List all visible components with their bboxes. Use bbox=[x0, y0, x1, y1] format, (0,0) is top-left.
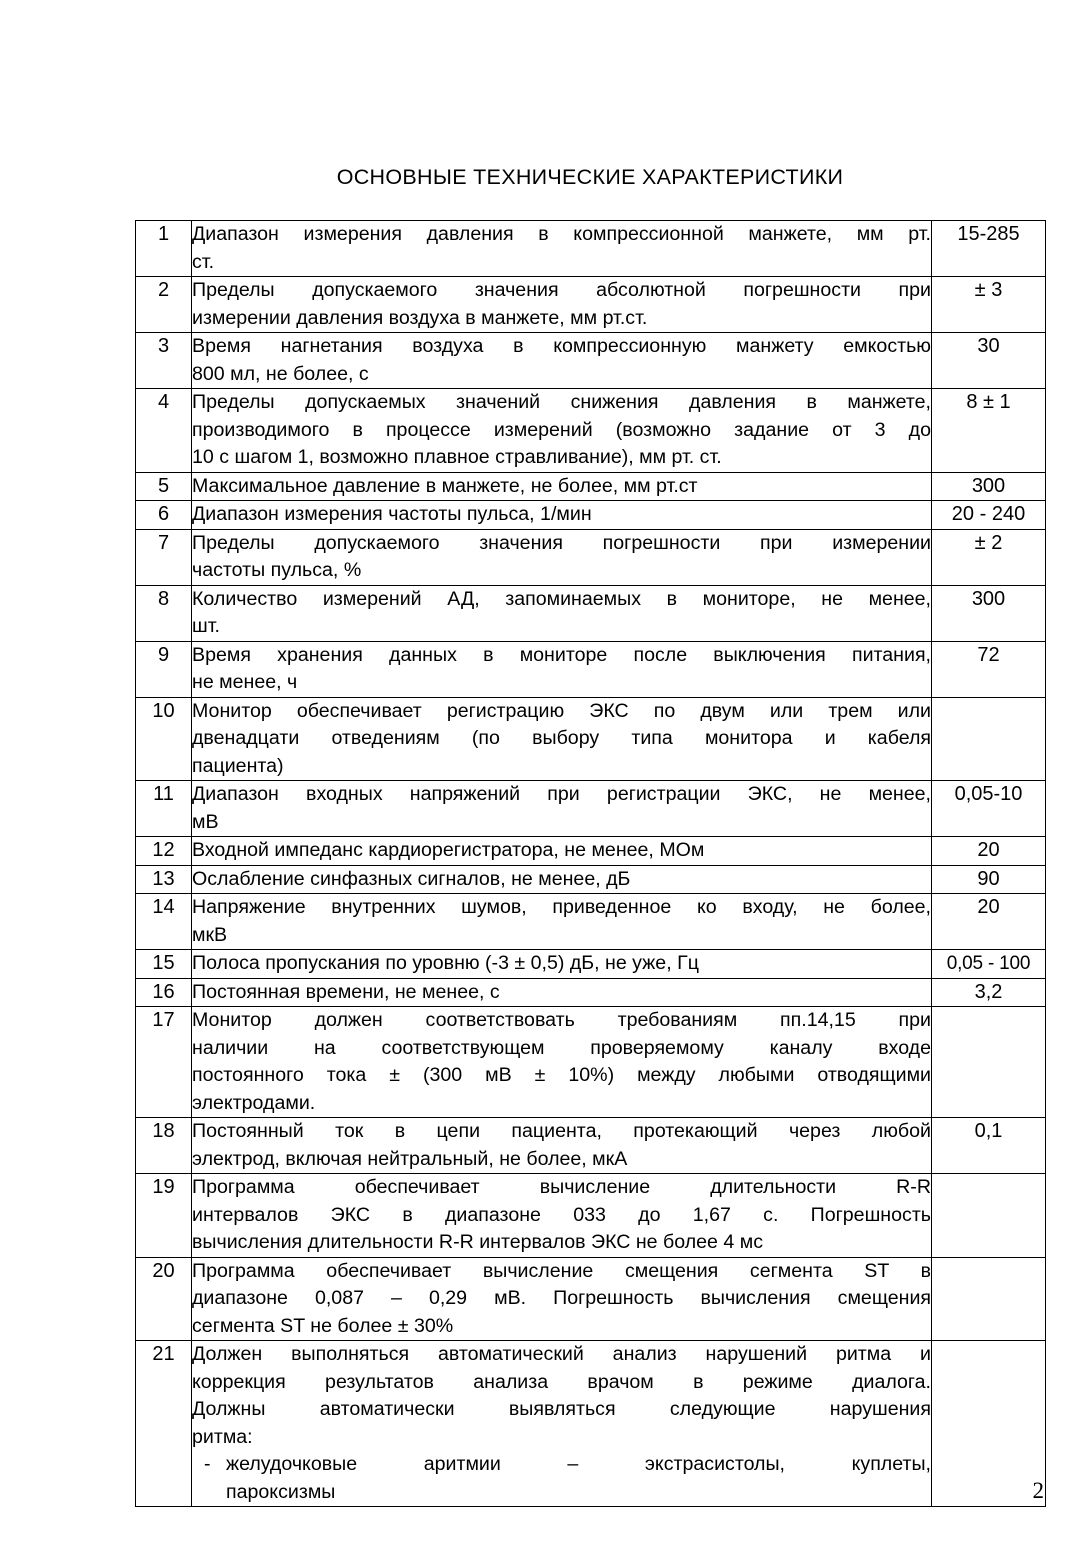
row-description bbox=[192, 221, 932, 277]
row-description bbox=[192, 333, 932, 389]
table-row bbox=[136, 978, 1046, 1007]
description-line: ритма: bbox=[192, 1425, 253, 1448]
row-value: 3,2 bbox=[932, 978, 1046, 1007]
table-row bbox=[136, 1118, 1046, 1174]
row-number: 14 bbox=[136, 894, 192, 950]
bullet-text: пароксизмы bbox=[226, 1480, 336, 1503]
row-value bbox=[932, 1341, 1046, 1507]
technical-specifications-table bbox=[135, 220, 1046, 1507]
description-line: Программа обеспечивает вычисление длительности R-R bbox=[192, 1176, 931, 1198]
row-description bbox=[192, 641, 932, 697]
row-number: 4 bbox=[136, 389, 192, 473]
row-value: 15-285 bbox=[932, 221, 1046, 277]
row-number: 15 bbox=[136, 950, 192, 979]
row-value: 20 bbox=[932, 837, 1046, 866]
row-description bbox=[192, 978, 932, 1007]
row-number: 13 bbox=[136, 865, 192, 894]
table-body bbox=[136, 221, 1046, 1507]
description-line: мВ bbox=[192, 810, 219, 833]
description-line: Пределы допускаемого значения абсолютной погрешности при bbox=[192, 279, 931, 301]
table-row bbox=[136, 1007, 1046, 1118]
row-value: 30 bbox=[932, 333, 1046, 389]
table-row bbox=[136, 894, 1046, 950]
row-number: 20 bbox=[136, 1257, 192, 1341]
row-number: 18 bbox=[136, 1118, 192, 1174]
description-line: Должны автоматически выявляться следующие нарушения bbox=[192, 1398, 931, 1420]
row-description bbox=[192, 277, 932, 333]
row-description bbox=[192, 472, 932, 501]
row-number: 5 bbox=[136, 472, 192, 501]
row-number: 1 bbox=[136, 221, 192, 277]
table-row bbox=[136, 1174, 1046, 1258]
description-line: сегмента ST не более ± 30% bbox=[192, 1314, 454, 1337]
row-description bbox=[192, 1007, 932, 1118]
description-line: Диапазон входных напряжений при регистрации ЭКС, не менее, bbox=[192, 783, 931, 805]
row-number: 9 bbox=[136, 641, 192, 697]
description-line: наличии на соответствующем проверяемому каналу входе bbox=[192, 1036, 931, 1059]
table-row bbox=[136, 865, 1046, 894]
row-description bbox=[192, 1257, 932, 1341]
row-number: 11 bbox=[136, 781, 192, 837]
description-line: Диапазон измерения частоты пульса, 1/мин bbox=[192, 503, 592, 525]
row-description bbox=[192, 501, 932, 530]
description-line: Количество измерений АД, запоминаемых в мониторе, не менее, bbox=[192, 587, 931, 610]
description-line: интервалов ЭКС в диапазоне 033 до 1,67 с. Погрешность bbox=[192, 1203, 931, 1226]
description-line: мкВ bbox=[192, 923, 228, 946]
row-value: 0,05 - 100 bbox=[932, 950, 1046, 979]
row-number: 7 bbox=[136, 529, 192, 585]
description-line: пациента) bbox=[192, 754, 284, 777]
table-row bbox=[136, 781, 1046, 837]
description-line: Полоса пропускания по уровню (-3 ± 0,5) дБ, не уже, Гц bbox=[192, 952, 699, 974]
description-line: Постоянная времени, не менее, с bbox=[192, 980, 500, 1003]
description-line: диапазоне 0,087 – 0,29 мВ. Погрешность вычисления смещения bbox=[192, 1287, 931, 1309]
description-line: Пределы допускаемых значений снижения давления в манжете, bbox=[192, 391, 931, 413]
description-line: Входной импеданс кардиорегистратора, не менее, МОм bbox=[192, 839, 705, 861]
row-number: 12 bbox=[136, 837, 192, 866]
bullet-text: желудочковые аритмии – экстрасистолы, куплеты, bbox=[226, 1453, 931, 1475]
row-value: 20 bbox=[932, 894, 1046, 950]
bullet-dash: - bbox=[204, 1453, 211, 1475]
description-line: Постоянный ток в цепи пациента, протекающий через любой bbox=[192, 1120, 931, 1142]
description-line: Пределы допускаемого значения погрешности при измерении bbox=[192, 531, 931, 554]
description-line: Ослабление синфазных сигналов, не менее, дБ bbox=[192, 867, 631, 890]
row-value bbox=[932, 1257, 1046, 1341]
description-line: шт. bbox=[192, 615, 220, 637]
table-row bbox=[136, 1341, 1046, 1507]
table-row bbox=[136, 389, 1046, 473]
row-description bbox=[192, 837, 932, 866]
row-number: 10 bbox=[136, 697, 192, 781]
table-row bbox=[136, 950, 1046, 979]
row-description bbox=[192, 1174, 932, 1258]
row-value: 90 bbox=[932, 865, 1046, 894]
row-value: 0,1 bbox=[932, 1118, 1046, 1174]
row-number: 2 bbox=[136, 277, 192, 333]
row-description bbox=[192, 781, 932, 837]
description-line: Время хранения данных в мониторе после выключения питания, bbox=[192, 643, 931, 666]
row-value: 300 bbox=[932, 472, 1046, 501]
row-value bbox=[932, 1174, 1046, 1258]
row-value: 0,05-10 bbox=[932, 781, 1046, 837]
row-value: 8 ± 1 bbox=[932, 389, 1046, 473]
description-line: постоянного тока ± (300 мВ ± 10%) между любыми отводящими bbox=[192, 1064, 931, 1086]
row-value: ± 3 bbox=[932, 277, 1046, 333]
row-description bbox=[192, 529, 932, 585]
description-line: коррекция результатов анализа врачом в режиме диалога. bbox=[192, 1370, 931, 1393]
description-line: Должен выполняться автоматический анализ нарушений ритма и bbox=[192, 1343, 931, 1365]
table-row bbox=[136, 333, 1046, 389]
row-number: 6 bbox=[136, 501, 192, 530]
description-line: Программа обеспечивает вычисление смещения сегмента ST в bbox=[192, 1259, 931, 1282]
table-row bbox=[136, 837, 1046, 866]
description-line: ст. bbox=[192, 250, 215, 273]
description-line: измерении давления воздуха в манжете, мм рт.ст. bbox=[192, 306, 648, 329]
description-line: Монитор обеспечивает регистрацию ЭКС по двум или трем или bbox=[192, 699, 931, 722]
row-description bbox=[192, 697, 932, 781]
description-line: производимого в процессе измерений (возможно задание от 3 до bbox=[192, 418, 931, 441]
description-line: двенадцати отведениям (по выбору типа монитора и кабеля bbox=[192, 727, 931, 749]
description-bullet-line bbox=[192, 1479, 931, 1507]
table-row bbox=[136, 697, 1046, 781]
description-line: Монитор должен соответствовать требованиям пп.14,15 при bbox=[192, 1009, 931, 1031]
row-description bbox=[192, 865, 932, 894]
row-value bbox=[932, 697, 1046, 781]
description-bullet-line bbox=[192, 1451, 931, 1479]
description-line: не менее, ч bbox=[192, 671, 298, 693]
row-description bbox=[192, 1341, 932, 1507]
table-row bbox=[136, 277, 1046, 333]
row-value: 20 - 240 bbox=[932, 501, 1046, 530]
row-value bbox=[932, 1007, 1046, 1118]
row-number: 16 bbox=[136, 978, 192, 1007]
table-row bbox=[136, 221, 1046, 277]
description-line: электрод, включая нейтральный, не более, мкА bbox=[192, 1147, 628, 1170]
table-row bbox=[136, 641, 1046, 697]
description-line: Напряжение внутренних шумов, приведенное ко входу, не более, bbox=[192, 896, 931, 918]
row-value: 72 bbox=[932, 641, 1046, 697]
page-number: 2 bbox=[1032, 1478, 1044, 1503]
row-value: ± 2 bbox=[932, 529, 1046, 585]
table-row bbox=[136, 501, 1046, 530]
description-line: 10 с шагом 1, возможно плавное стравливание), мм рт. ст. bbox=[192, 446, 722, 468]
row-description bbox=[192, 585, 932, 641]
description-line: частоты пульса, % bbox=[192, 559, 362, 581]
description-line: вычисления длительности R-R интервалов ЭКС не более 4 мс bbox=[192, 1231, 763, 1253]
page-title: ОСНОВНЫЕ ТЕХНИЧЕСКИЕ ХАРАКТЕРИСТИКИ bbox=[336, 165, 844, 189]
row-number: 3 bbox=[136, 333, 192, 389]
description-line: Время нагнетания воздуха в компрессионную манжету емкостью bbox=[192, 335, 931, 357]
description-line: Диапазон измерения давления в компрессионной манжете, мм рт. bbox=[192, 223, 931, 245]
row-description bbox=[192, 389, 932, 473]
row-number: 8 bbox=[136, 585, 192, 641]
description-line: электродами. bbox=[192, 1091, 316, 1114]
table-row bbox=[136, 585, 1046, 641]
table-row bbox=[136, 529, 1046, 585]
row-description bbox=[192, 1118, 932, 1174]
row-number: 19 bbox=[136, 1174, 192, 1258]
row-number: 17 bbox=[136, 1007, 192, 1118]
description-line: Максимальное давление в манжете, не более, мм рт.ст bbox=[192, 474, 698, 497]
row-number: 21 bbox=[136, 1341, 192, 1507]
table-row bbox=[136, 1257, 1046, 1341]
row-description bbox=[192, 950, 932, 979]
description-line: 800 мл, не более, с bbox=[192, 362, 369, 385]
row-description bbox=[192, 894, 932, 950]
table-row bbox=[136, 472, 1046, 501]
row-value: 300 bbox=[932, 585, 1046, 641]
